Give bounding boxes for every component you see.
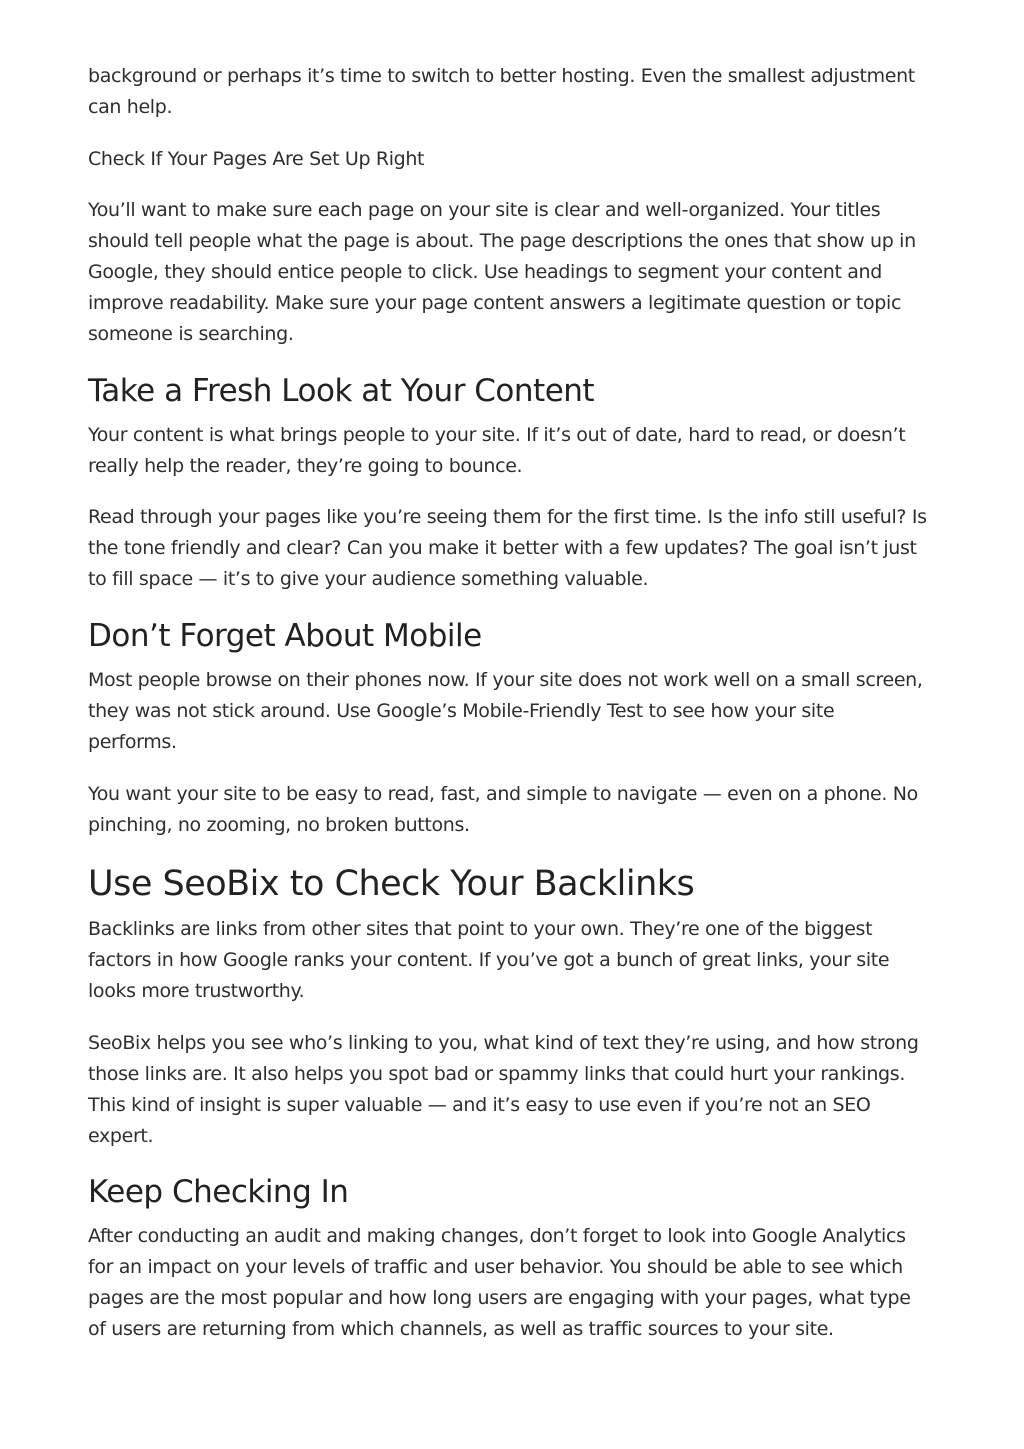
paragraph-fresh-look-1: Your content is what brings people to your site. If it’s out of date, hard to read, or doesn’t really help the reader, they’re going to bounce. bbox=[88, 424, 906, 477]
paragraph-mobile-2: You want your site to be easy to read, fast, and simple to navigate — even on a phone. No pinching, no zooming, no broken buttons. bbox=[88, 783, 918, 836]
paragraph-keep-checking: After conducting an audit and making changes, don’t forget to look into Google Analytics for an impact on your levels of traffic and user behavior. You should be able to see which pages are the most popular and how long users are engaging with your pages, what type of users are returning from which channels, as well as traffic sources to your site. bbox=[88, 1225, 911, 1340]
heading-mobile: Don’t Forget About Mobile bbox=[88, 618, 482, 654]
paragraph-seobix-1: Backlinks are links from other sites that point to your own. They’re one of the biggest factors in how Google ranks your content. If you’ve got a bunch of great links, your site looks more trustworthy. bbox=[88, 918, 890, 1002]
heading-fresh-look: Take a Fresh Look at Your Content bbox=[88, 373, 595, 409]
heading-keep-checking: Keep Checking In bbox=[88, 1174, 349, 1210]
paragraph-check-pages-body: You’ll want to make sure each page on your site is clear and well-organized. Your titles should tell people what the page is about. The page descriptions the ones that show up in Google, they should entice people to click. Use headings to segment your content and improve readability. Make sure your page content answers a legitimate question or topic someone is searching. bbox=[88, 199, 916, 345]
heading-seobix: Use SeoBix to Check Your Backlinks bbox=[88, 864, 695, 904]
paragraph-mobile-1: Most people browse on their phones now. If your site does not work well on a small screen, they was not stick around. Use Google’s Mobile-Friendly Test to see how your site performs. bbox=[88, 669, 923, 753]
paragraph-check-pages-title: Check If Your Pages Are Set Up Right bbox=[88, 148, 425, 170]
paragraph-seobix-2: SeoBix helps you see who’s linking to you, what kind of text they’re using, and how strong those links are. It also helps you spot bad or spammy links that could hurt your rankings. This kind of insight is super valuable — and it’s easy to use even if you’re not an SEO expert. bbox=[88, 1032, 919, 1147]
paragraph-hosting: background or perhaps it’s time to switch to better hosting. Even the smallest adjustment can help. bbox=[88, 65, 915, 118]
paragraph-fresh-look-2: Read through your pages like you’re seeing them for the first time. Is the info still useful? Is the tone friendly and clear? Can you make it better with a few updates? The goal isn’t just to fill space — it’s to give your audience something valuable. bbox=[88, 506, 927, 590]
